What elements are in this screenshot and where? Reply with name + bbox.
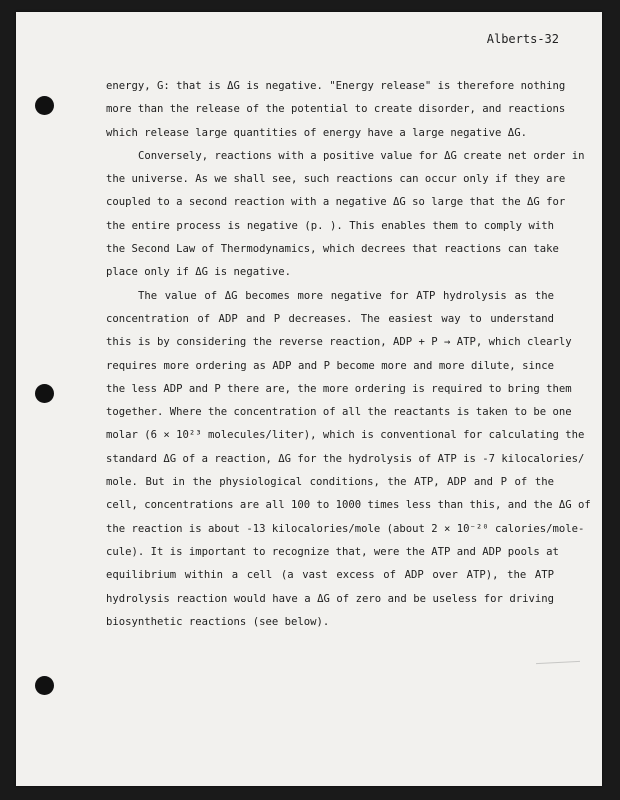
text-line: standard ΔG of a reaction, ΔG for the hydrolysis of ATP is -7 kilocalories/: [106, 452, 585, 465]
text-line: requires more ordering as ADP and P become more and more dilute, since: [106, 359, 554, 372]
text-line: the reaction is about -13 kilocalories/mole (about 2 × 10⁻²⁰ calories/mole-: [106, 522, 585, 535]
page-header: Alberts-32: [486, 32, 559, 46]
text-line: concentration of ADP and P decreases. The easiest way to understand: [106, 312, 554, 325]
paragraph: [106, 145, 585, 285]
body-text: [106, 75, 591, 634]
binder-hole-middle: [35, 384, 54, 403]
pencil-mark: [536, 661, 580, 664]
text-line: molar (6 × 10²³ molecules/liter), which is conventional for calculating the: [106, 429, 585, 442]
text-line: the less ADP and P there are, the more ordering is required to bring them: [106, 382, 572, 395]
binder-hole-bottom: [35, 676, 54, 695]
paragraph: [106, 75, 566, 145]
text-line: place only if ΔG is negative.: [106, 266, 291, 279]
text-line: cule). It is important to recognize that, were the ATP and ADP pools at: [106, 545, 559, 558]
paragraph: [106, 285, 591, 634]
text-line: coupled to a second reaction with a negative ΔG so large that the ΔG for: [106, 196, 566, 209]
text-line: energy, G: that is ΔG is negative. "Energy release" is therefore nothing: [106, 80, 566, 92]
text-line: Conversely, reactions with a positive value for ΔG create net order in: [138, 149, 585, 162]
text-line: together. Where the concentration of all the reactants is taken to be one: [106, 406, 572, 419]
text-line: hydrolysis reaction would have a ΔG of zero and be useless for driving: [106, 592, 554, 605]
text-line: which release large quantities of energy have a large negative ΔG.: [106, 126, 527, 139]
text-line: biosynthetic reactions (see below).: [106, 615, 330, 628]
text-line: the entire process is negative (p. ). This enables them to comply with: [106, 219, 554, 232]
text-line: the Second Law of Thermodynamics, which decrees that reactions can take: [106, 243, 559, 256]
text-line: the universe. As we shall see, such reactions can occur only if they are: [106, 173, 566, 186]
text-line: cell, concentrations are all 100 to 1000 times less than this, and the ΔG of: [106, 499, 591, 512]
text-line: equilibrium within a cell (a vast excess of ADP over ATP), the ATP: [106, 569, 554, 582]
document-page: [16, 12, 602, 786]
binder-hole-top: [35, 96, 54, 115]
text-line: this is by considering the reverse reaction, ADP + P → ATP, which clearly: [106, 336, 572, 349]
text-line: The value of ΔG becomes more negative for ATP hydrolysis as the: [138, 289, 554, 302]
text-line: more than the release of the potential to create disorder, and reactions: [106, 103, 566, 116]
text-line: mole. But in the physiological conditions, the ATP, ADP and P of the: [106, 476, 554, 489]
